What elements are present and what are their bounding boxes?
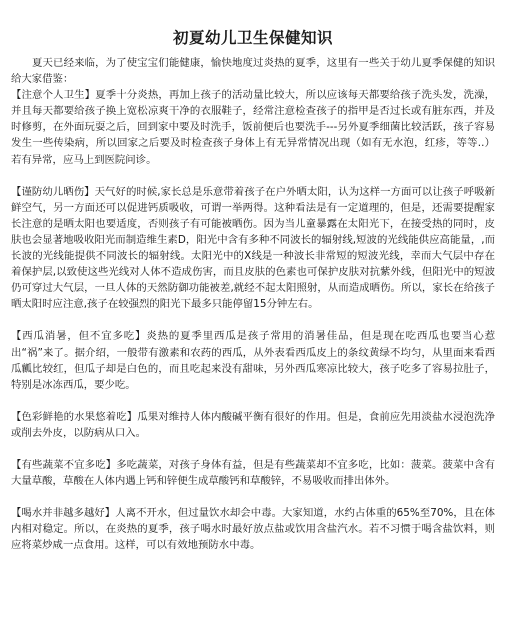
- section-sunburn-prevention: 【谨防幼儿晒伤】天气好的时候,家长总是乐意带着孩子在户外晒太阳，认为这样一方面可以让孩子呼吸新鲜空气，另一方面还可以促进钙质吸收，可谓一举两得。这种看法是有一定道理的，但是，还需要提醒家长注意的是晒太阳也要适度，否则孩子有可能被晒伤。因为当儿童暴露在太阳光下，在接受热的同时，皮肤也会显著地吸收阳光而制造维生素D，阳光中含有多种不同波长的辐射线,短波的光线能供应高能量，,而长波的光线能提供不同波长的辐射线。太阳光中的X线是一种波长非常短的短波光线，幸而大气层中存在着保护层,以致使这些光线对人体不造成伤害，而且皮肤的色素也可保护皮肤对抗紫外线，但阳光中的短波仍可穿过大气层，一旦人体的天然防御功能被差,就经不起太阳照射，从而造成晒伤。所以，家长在给孩子晒太阳时应注意,孩子在较强烈的阳光下最多只能停留15分钟左右。: [11, 185, 495, 311]
- section-personal-hygiene: 【注意个人卫生】夏季十分炎热，再加上孩子的活动量比较大，所以应该每天都要给孩子洗头发，洗澡，并且每天都要给孩子换上宽松凉爽干净的衣服鞋子，经常注意检查孩子的指甲是否过长或有脏东西，并及时修剪，在外面玩耍之后，回到家中要及时洗手，饭前便后也要洗手---另外夏季细菌比较活跃，孩子容易发生一些传染病，所以回家之后要及时检查孩子身体上有无异常情况出现（如有无水泡，红疹，等等..）若有异常，应马上到医院问诊。: [11, 89, 495, 166]
- section-watermelon: 【西瓜消暑，但不宜多吃】炎热的夏季里西瓜是孩子常用的消暑佳品，但是现在吃西瓜也要当心惹出“祸”来了。据介绍，一般带有激素和农药的西瓜，从外表看西瓜皮上的条纹黄绿不均匀，从里面来看西瓜瓤比较红，但瓜子却是白色的，而且吃起来没有甜味，另外西瓜寒凉比较大，孩子吃多了容易拉肚子，特别是冰冻西瓜，要少吃。: [11, 330, 495, 391]
- intro-paragraph: 夏天已经来临，为了使宝宝们能健康，愉快地度过炎热的夏季，这里有一些关于幼儿夏季保健的知识给大家借鉴：: [11, 57, 495, 86]
- section-drinking-water: 【喝水并非越多越好】人离不开水，但过量饮水却会中毒。大家知道，水约占体重的65%至70%，且在体内相对稳定。所以，在炎热的夏季，孩子喝水时最好放点盐或饮用含盐汽水。若不习惯于喝含盐饮料，则应将菜炒咸一点食用。这样，可以有效地预防水中毒。: [11, 507, 495, 552]
- section-vegetables: 【有些蔬菜不宜多吃】多吃蔬菜，对孩子身体有益，但是有些蔬菜却不宜多吃，比如：菠菜。菠菜中含有大量草酸，草酸在人体内遇上钙和锌便生成草酸钙和草酸锌，不易吸收而排出体外。: [11, 458, 495, 488]
- paragraph-gap: [11, 312, 495, 328]
- paragraph-gap: [11, 489, 495, 505]
- paragraph-gap: [11, 168, 495, 184]
- paragraph-gap: [11, 441, 495, 457]
- section-colorful-fruits: 【色彩鲜艳的水果悠着吃】瓜果对维持人体内酸碱平衡有很好的作用。但是，食前应先用淡盐水浸泡洗净或削去外皮，以防病从口入。: [11, 410, 495, 439]
- paragraph-gap: [11, 393, 495, 409]
- page-title: 初夏幼儿卫生保健知识: [172, 28, 333, 47]
